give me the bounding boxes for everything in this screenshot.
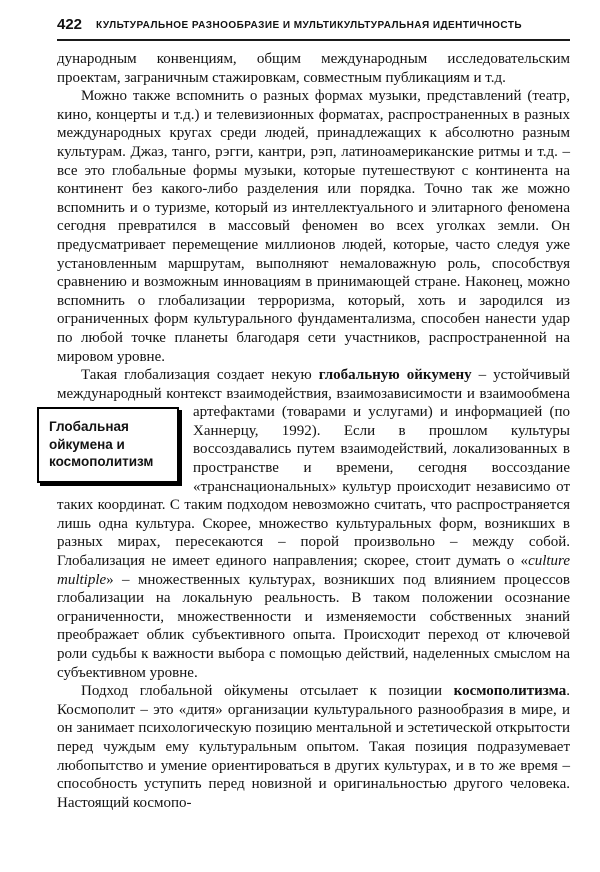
p4-run-2: . Космополит – это «дитя» организации культурального разнообразия в мире, и он занимает психологическую позицию ментальной и эстетической открытости перед чуждым ему культуральным опытом. Такая позиция подразумевает любопытство и умение ориентироваться в других культурах, и в то же время – способность уступить перед новизной и оригинальностью другого человека. Настоящий космопо- [57, 683, 570, 811]
p3-run-3: и взаимообмена артефактами (товарами и услугами) и информацией (по Ханнерцу, 1992). Если в прошлом культуры воссоздавались путем взаимодействий, локализованных в пространстве и времени, сегодня воссоздание «транснациональных» культур происходит независимо от таких координат. С таким подходом невозможно считать, что распространяется лишь одна культура. Скорее, множество культуральных форм, возникших в разных мирах, пересекаются – порой произвольно – между собой. Глобализация не имеет единого направления; скорее, стоит думать о « [57, 385, 570, 570]
margin-box-label: Глобальная ойкумена и космополитизм [49, 419, 154, 470]
paragraph-1: дународным конвенциям, общим международным исследовательским проектам, заграничным стажировкам, совместным публикациям и т.д. [57, 51, 570, 86]
body-text [49, 50, 570, 812]
margin-box [37, 407, 179, 483]
running-header [57, 16, 570, 41]
running-head-title: КУЛЬТУРАЛЬНОЕ РАЗНООБРАЗИЕ И МУЛЬТИКУЛЬТУРАЛЬНАЯ ИДЕНТИЧНОСТЬ [96, 20, 523, 31]
p4-run-1: Подход глобальной ойкумены отсылает к позиции [81, 683, 454, 700]
page-number: 422 [57, 16, 83, 33]
p4-keyword-bold: космополитизма [453, 683, 567, 700]
p3-run-4: » – множественных культурах, возникших под влиянием процессов глобализации на локальную реальность. В таком положении осознание ограниченности, множественности и изменяемости собственных знаний преображает облик субъективного опыта. Происходит переход от ключевой роли судьбы к важности выбора с помощью действий, наделенных смыслом на субъективном уровне. [57, 571, 570, 681]
p3-italic-term: culture multiple [57, 553, 570, 588]
p3-run-1: Такая глобализация создает некую [81, 367, 319, 384]
paragraph-4 [57, 682, 570, 812]
p3-keyword-bold: глобальную ойкумену [318, 367, 472, 384]
paragraph-3 [49, 366, 570, 682]
p3-run-2: – устойчивый международный контекст взаимодействия, взаимозависимости [57, 367, 570, 402]
paragraph-2: Можно также вспомнить о разных формах музыки, представлений (театр, кино, концерты и т.д.) и телевизионных форматах, распространенных в разных международных кругах среди людей, принадлежащих к абсолютно разным культурам. Джаз, танго, рэгги, кантри, рэп, латиноамериканские ритмы и т.д. – все это глобальные формы музыки, которые путешествуют с континента на континент без какого-либо разделения или порядка. Точно так же можно вспомнить и о туризме, который из интеллектуального и элитарного феномена сегодня превратился в массовый феномен во всех уголках земли. Он предусматривает перемещение миллионов людей, которые, часто следуя уже установленным маршрутам, выполняют немаловажную роль, способствуя сравнению и возможным инновациям в принимающей стране. Наконец, можно вспомнить о глобализации терроризма, который, хоть и зародился из ограниченных форм культурального фундаментализма, способен нанести удар по любой точке планеты благодаря сети участников, распространенной на мировом уровне. [57, 88, 570, 365]
